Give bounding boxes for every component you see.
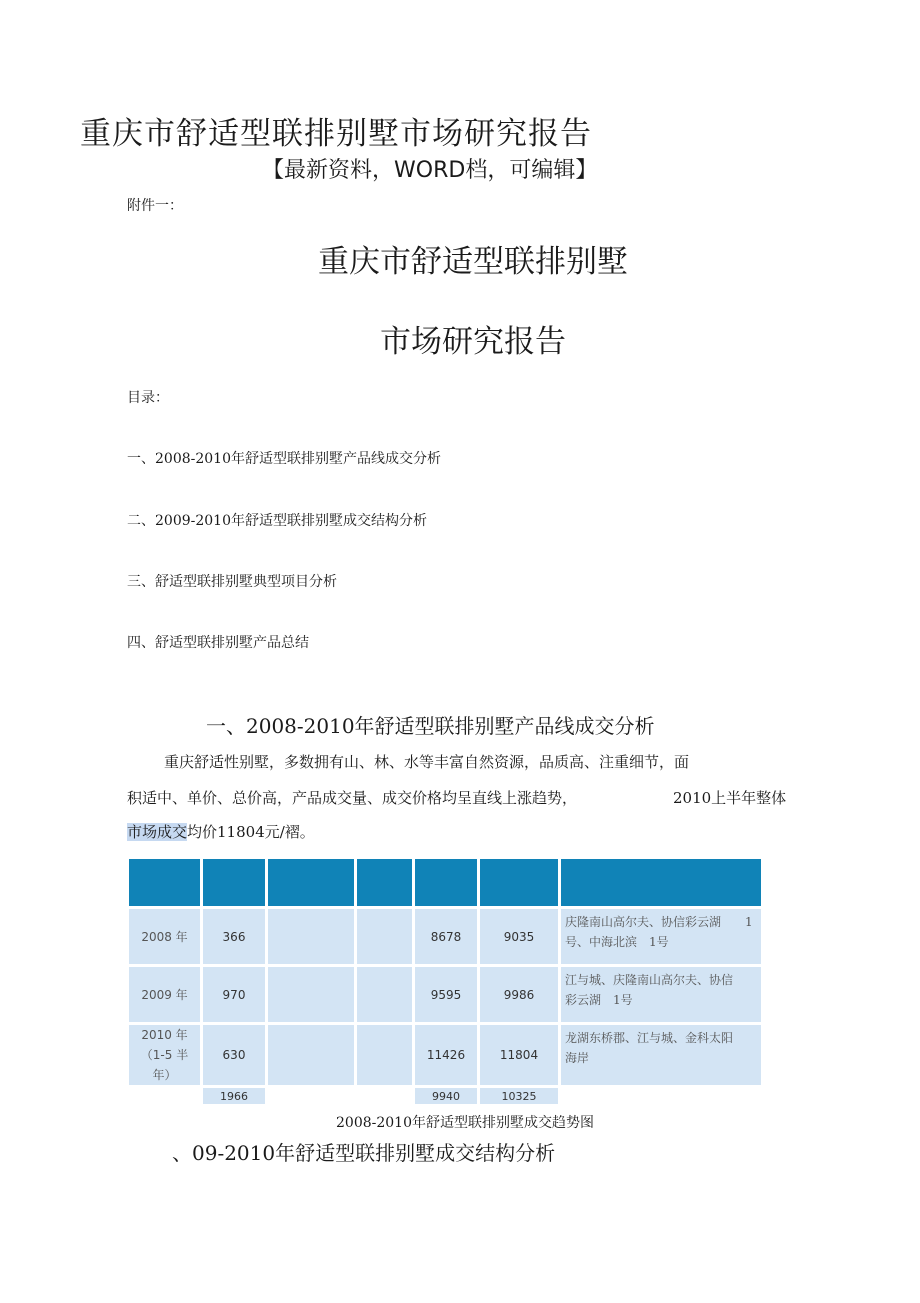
toc-item-1: 一、2008-2010年舒适型联排别墅产品线成交分析	[127, 451, 441, 467]
subtitle-post: 档，可编辑】	[465, 158, 598, 183]
table-header-row	[129, 859, 761, 906]
header-cell	[561, 859, 761, 906]
data-cell: 9595	[415, 967, 477, 1022]
table-total-row	[129, 1088, 761, 1104]
subtitle-pre: 【最新资料，	[262, 158, 395, 183]
data-cell	[357, 909, 412, 964]
data-cell	[268, 1025, 354, 1085]
project-cell: 江与城、庆隆南山高尔夫、协信 彩云湖 1号	[561, 967, 761, 1022]
blank-cell	[561, 1088, 761, 1104]
total-cell: 9940	[415, 1088, 477, 1104]
data-cell: 8678	[415, 909, 477, 964]
total-cell: 10325	[480, 1088, 558, 1104]
blank-cell	[129, 1088, 200, 1104]
total-cell: 1966	[203, 1088, 265, 1104]
subtitle-latin: WORD	[394, 158, 466, 183]
year-cell: 2009 年	[129, 967, 200, 1022]
data-cell	[268, 909, 354, 964]
table-row	[129, 909, 761, 964]
project-cell: 庆隆南山高尔夫、协信彩云湖 1 号、中海北滨 1号	[561, 909, 761, 964]
header-cell	[357, 859, 412, 906]
project-cell: 龙湖东桥郡、江与城、金科太阳 海岸	[561, 1025, 761, 1085]
chart-caption: 2008-2010年舒适型联排别墅成交趋势图	[336, 1115, 594, 1131]
header-cell	[268, 859, 354, 906]
data-cell: 9035	[480, 909, 558, 964]
data-cell: 630	[203, 1025, 265, 1085]
cover-title-line2: 市场研究报告	[380, 324, 566, 360]
header-cell	[129, 859, 200, 906]
header-cell	[480, 859, 558, 906]
highlighted-text: 市场成交	[127, 823, 188, 841]
header-cell	[415, 859, 477, 906]
document-title: 重庆市舒适型联排别墅市场研究报告	[80, 116, 592, 152]
transaction-table	[126, 856, 764, 1107]
toc-item-3: 三、舒适型联排别墅典型项目分析	[127, 574, 337, 590]
data-cell	[357, 967, 412, 1022]
attachment-label: 附件一：	[127, 198, 183, 214]
data-cell: 9986	[480, 967, 558, 1022]
data-cell: 11804	[480, 1025, 558, 1085]
section1-heading: 一、2008-2010年舒适型联排别墅产品线成交分析	[206, 714, 655, 738]
toc-item-2: 二、2009-2010年舒适型联排别墅成交结构分析	[127, 513, 427, 529]
section1-paragraph-line2: 积适中、单价、总价高，产品成交量、成交价格均呈直线上涨趋势，	[127, 789, 578, 807]
year-cell: 2010 年 （1-5 半年）	[129, 1025, 200, 1085]
blank-cell	[268, 1088, 354, 1104]
table-row	[129, 967, 761, 1022]
section1-paragraph-line2-tail: 2010上半年整体	[673, 789, 787, 807]
document-subtitle	[262, 153, 597, 184]
data-cell: 970	[203, 967, 265, 1022]
header-cell	[203, 859, 265, 906]
data-cell: 366	[203, 909, 265, 964]
paragraph-line3-rest: 均价11804元/褶。	[187, 823, 315, 841]
blank-cell	[357, 1088, 412, 1104]
table-row	[129, 1025, 761, 1085]
data-cell: 11426	[415, 1025, 477, 1085]
section1-paragraph-line1: 重庆舒适性别墅，多数拥有山、林、水等丰富自然资源，品质高、注重细节，面	[164, 753, 690, 771]
cover-title-line1: 重庆市舒适型联排别墅	[318, 244, 628, 280]
section1-paragraph-line3	[127, 821, 315, 842]
data-cell	[268, 967, 354, 1022]
data-cell	[357, 1025, 412, 1085]
toc-item-4: 四、舒适型联排别墅产品总结	[127, 635, 309, 651]
section2-heading: 、09-2010年舒适型联排别墅成交结构分析	[172, 1141, 556, 1165]
year-cell: 2008 年	[129, 909, 200, 964]
toc-label: 目录：	[127, 390, 169, 406]
